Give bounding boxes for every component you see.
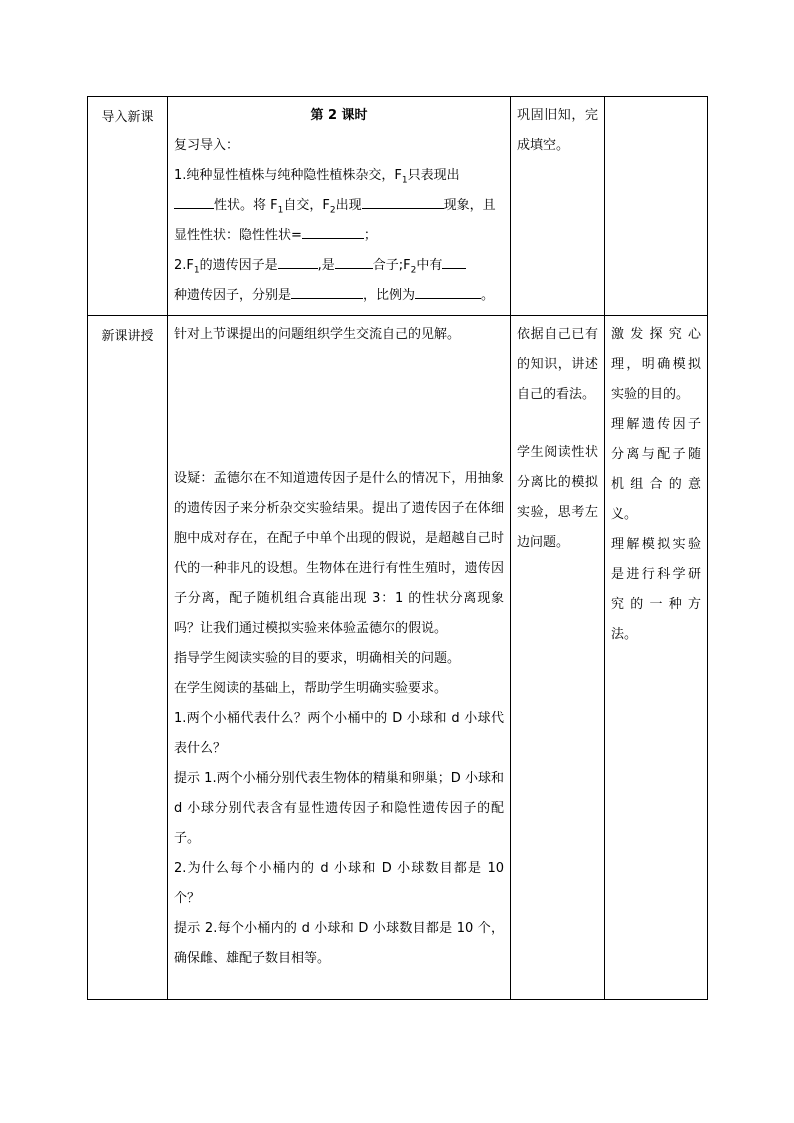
table-row [88,97,708,316]
intro-intent-cell [605,97,708,316]
blank-field [415,282,481,299]
student-activity: 巩固旧知，完成填空。 [517,108,598,153]
paragraph-question-1: 1.两个小桶代表什么？两个小桶中的 D 小球和 d 小球代表什么？ [174,711,504,756]
paragraph-hint-1: 提示 1.两个小桶分别代表生物体的精巢和卵巢；D 小球和 d 小球分别代表含有显性遗传因子和隐性遗传因子的配子。 [174,771,504,846]
row-label-new-lesson: 新课讲授 [88,316,168,1000]
student-activity-1: 依据自己已有的知识，讲述自己的看法。 [517,327,598,402]
intro-student-cell [511,97,605,316]
intro-content-cell [168,97,511,316]
spacer [517,410,598,438]
review-title: 复习导入： [174,138,240,153]
new-lesson-student-cell [511,316,605,1000]
blank-field [335,252,373,269]
design-intent-1: 激发探究心理，明确模拟实验的目的。 [611,327,701,402]
student-activity-2: 学生阅读性状分离比的模拟实验，思考左边问题。 [517,445,598,550]
blank-field [291,282,363,299]
question-2: $2.F_1$的遗传因子是 ,是 合子$;F_2$中有 种遗传因子，分别是 ，比例为 。 [174,251,504,311]
spacer [174,350,504,464]
lesson-plan-table [87,96,708,1000]
blank-field [278,252,318,269]
blank-field [442,252,466,269]
design-intent-2: 理解遗传因子分离与配子随机组合的意义。 [611,417,701,522]
blank-field [174,192,214,209]
new-lesson-content-cell [168,316,511,1000]
paragraph-question-2: 2.为什么每个小桶内的 d 小球和 D 小球数目都是 10 个？ [174,861,504,906]
paragraph-hint-2: 提示 2.每个小桶内的 d 小球和 D 小球数目都是 10 个，确保雌、雄配子数目相等。 [174,921,504,966]
question-1: 1.纯种显性植株与纯种隐性植株杂交，$F_1$只表现出 性状。将 $F_1$自交，$F_2$出现 现象，且 显性性状：隐性性状= ； [174,168,496,243]
lesson-heading: 第 2 课时 [310,108,368,123]
row-label-intro: 导入新课 [88,97,168,316]
blank-field [362,192,444,209]
blank-field [302,222,364,239]
paragraph-guide-reading: 指导学生阅读实验的目的要求，明确相关的问题。 [174,651,461,666]
design-intent-3: 理解模拟实验是进行科学研究的一种方法。 [611,537,701,642]
paragraph-question-setup: 设疑：孟德尔在不知道遗传因子是什么的情况下，用抽象的遗传因子来分析杂交实验结果。提出了遗传因子在体细胞中成对存在，在配子中单个出现的假说，是超越自己时代的一种非凡的设想。生物体在进行有性生殖时，遗传因子分离，配子随机组合真能出现 3：1 的性状分离现象吗？让我们通过模拟实验来体验孟德尔的假说。 [174,471,504,636]
paragraph-discussion: 针对上节课提出的问题组织学生交流自己的见解。 [174,327,461,342]
table-row [88,316,708,1000]
paragraph-clarify-requirements: 在学生阅读的基础上，帮助学生明确实验要求。 [174,681,448,696]
new-lesson-intent-cell [605,316,708,1000]
